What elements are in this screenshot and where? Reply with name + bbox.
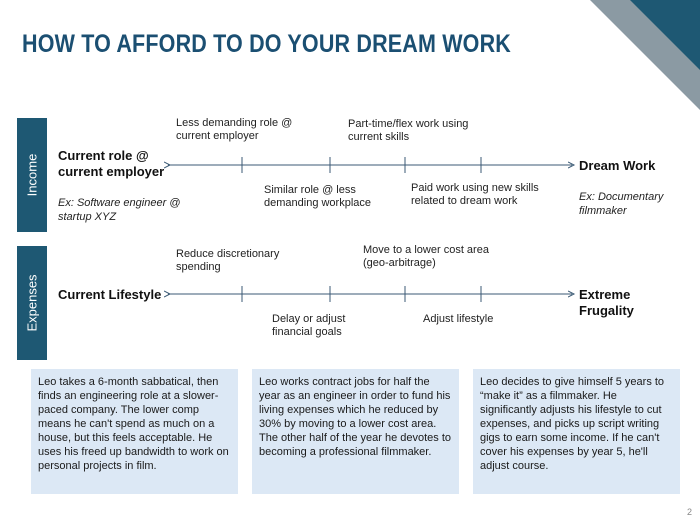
expenses-above-label-2: Move to a lower cost area (geo-arbitrage): [363, 244, 489, 269]
page-number: 2: [686, 507, 692, 517]
expenses-below-label-2: Adjust lifestyle: [423, 313, 494, 325]
income-band-label: Income: [24, 153, 40, 197]
income-left-end: Current role @ current employer: [58, 148, 165, 179]
expenses-right-end: Extreme Frugality: [579, 287, 634, 318]
story-box-2: Leo works contract jobs for half the year as an engineer in order to fund his living expenses which he reduced by 30% by moving to a lower cost area. The other half of the year he devotes to becoming a professional filmmaker.: [252, 369, 459, 494]
page-title: HOW TO AFFORD TO DO YOUR DREAM WORK: [22, 30, 511, 58]
expenses-band-label: Expenses: [24, 274, 40, 332]
income-below-label-1: Similar role @ less demanding workplace: [264, 184, 372, 209]
income-above-label-2: Part-time/flex work using current skills: [348, 118, 469, 143]
income-right-example: Ex: Documentary filmmaker: [579, 191, 664, 217]
expenses-band: [17, 246, 47, 360]
income-right-end: Dream Work: [579, 158, 656, 173]
story-box-3: Leo decides to give himself 5 years to “make it” as a filmmaker. He significantly adjusts his lifestyle to cut expenses, and picks up script writing gigs to earn some income. If he can't cover his expenses by year 5, he'll adjust course.: [473, 369, 680, 494]
expenses-below-label-1: Delay or adjust financial goals: [272, 313, 346, 338]
expenses-above-label-1: Reduce discretionary spending: [176, 248, 280, 273]
income-left-example: Ex: Software engineer @ startup XYZ: [58, 197, 181, 223]
income-above-label-1: Less demanding role @ current employer: [176, 117, 293, 142]
story-box-1: Leo takes a 6-month sabbatical, then finds an engineering role at a slower-paced company. The lower comp means he can't spend as much on a house, but this feels acceptable. He uses his freed up bandwidth to work on personal projects in film.: [31, 369, 238, 494]
income-below-label-2: Paid work using new skills related to dream work: [411, 182, 539, 207]
expenses-left-end: Current Lifestyle: [58, 287, 162, 302]
